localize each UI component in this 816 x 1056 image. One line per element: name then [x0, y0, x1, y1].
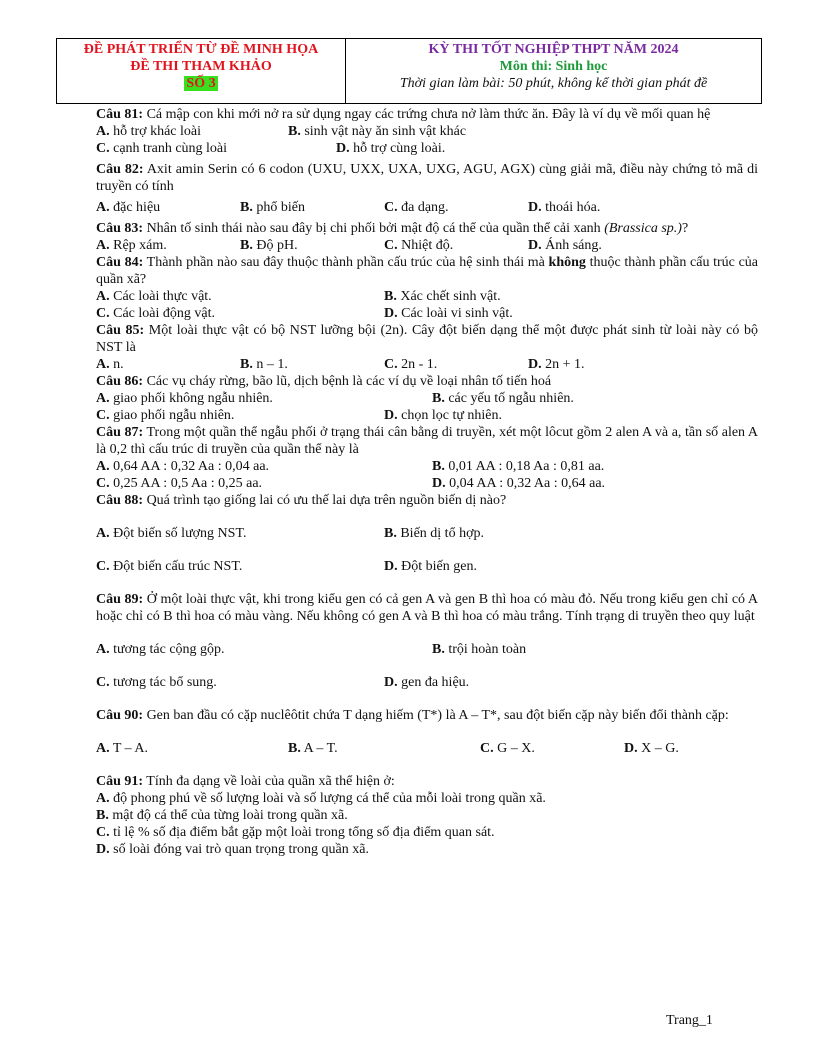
- option-row: [96, 140, 758, 157]
- question-number: Câu 91:: [96, 774, 144, 789]
- option-a: A. giao phối không ngẫu nhiên.: [96, 391, 273, 406]
- option-c: C. Đột biến cấu trúc NST.: [96, 559, 243, 574]
- exam-header: [56, 38, 762, 104]
- header-source: ĐỀ PHÁT TRIỂN TỪ ĐỀ MINH HỌA: [83, 42, 319, 57]
- header-type: ĐỀ THI THAM KHẢO: [130, 59, 272, 74]
- option-d: D. số loài đóng vai trò quan trọng trong quần xã.: [96, 842, 369, 857]
- option-row: [96, 790, 758, 807]
- question-number: Câu 89:: [96, 592, 144, 607]
- question-number: Câu 86:: [96, 374, 144, 389]
- option-c: C. Các loài động vật.: [96, 306, 215, 321]
- option-d: D. 0,04 AA : 0,32 Aa : 0,64 aa.: [432, 476, 606, 491]
- option-b: B. Độ pH.: [240, 238, 298, 253]
- option-d: D. 2n + 1.: [528, 357, 585, 372]
- question-85: [96, 322, 758, 373]
- option-c: C. tỉ lệ % số địa điểm bắt gặp một loài trong tổng số địa điểm quan sát.: [96, 825, 495, 840]
- question-text: Câu 83: Nhân tố sinh thái nào sau đây bị chi phối bởi mật độ cá thể của quần thể cải xanh (Brassica sp.)?: [96, 221, 689, 236]
- option-d: D. chọn lọc tự nhiên.: [384, 408, 503, 423]
- page-number: Trang_1: [666, 1013, 713, 1028]
- option-a: A. độ phong phú về số lượng loài và số lượng cá thể của mỗi loài trong quần xã.: [96, 791, 546, 806]
- question-90: [96, 707, 758, 757]
- option-row: [96, 123, 758, 140]
- option-d: D. X – G.: [624, 741, 679, 756]
- option-c: C. 0,25 AA : 0,5 Aa : 0,25 aa.: [96, 476, 263, 491]
- exam-subject: Môn thi: Sinh học: [499, 59, 608, 74]
- option-row: [96, 305, 758, 322]
- question-text: Câu 81: Cá mập con khi mới nở ra sử dụng ngay các trứng chưa nở làm thức ăn. Đây là ví dụ về mối quan hệ: [96, 107, 711, 122]
- option-c: C. tương tác bổ sung.: [96, 675, 217, 690]
- option-b: B. Biến dị tổ hợp.: [384, 526, 484, 541]
- option-b: B. mật độ cá thể của từng loài trong quần xã.: [96, 808, 348, 823]
- option-a: A. T – A.: [96, 741, 149, 756]
- question-91: [96, 773, 758, 858]
- question-number: Câu 83:: [96, 221, 144, 236]
- question-text: Câu 82: Axit amin Serin có 6 codon (UXU, UXX, UXA, UXG, AGU, AGX) cùng giải mã, điều này chứng tỏ mã di truyền có tính: [96, 162, 758, 194]
- question-84: [96, 254, 758, 322]
- option-b: B. phổ biến: [240, 200, 305, 215]
- option-a: A. 0,64 AA : 0,32 Aa : 0,04 aa.: [96, 459, 270, 474]
- header-left: [57, 39, 346, 103]
- option-d: D. thoái hóa.: [528, 200, 601, 215]
- question-number: Câu 81:: [96, 107, 144, 122]
- option-c: C. cạnh tranh cùng loài: [96, 141, 228, 156]
- exam-time: Thời gian làm bài: 50 phút, không kể thời gian phát đề: [399, 76, 708, 91]
- option-b: B. sinh vật này ăn sinh vật khác: [288, 124, 467, 139]
- question-text: Câu 86: Các vụ cháy rừng, bão lũ, dịch bệnh là các ví dụ về loại nhân tố tiến hoá: [96, 374, 552, 389]
- header-right: [346, 39, 761, 103]
- option-d: D. Đột biến gen.: [384, 559, 477, 574]
- question-number: Câu 87:: [96, 425, 144, 440]
- option-d: D. gen đa hiệu.: [384, 675, 470, 690]
- option-c: C. 2n - 1.: [384, 357, 438, 372]
- option-d: D. hỗ trợ cùng loài.: [336, 141, 446, 156]
- option-row: [96, 356, 758, 373]
- question-number: Câu 85:: [96, 323, 145, 338]
- question-number: Câu 84:: [96, 255, 144, 270]
- option-d: D. Ánh sáng.: [528, 238, 602, 253]
- option-b: B. các yếu tố ngẫu nhiên.: [432, 391, 574, 406]
- question-number: Câu 82:: [96, 162, 144, 177]
- option-a: A. hỗ trợ khác loài: [96, 124, 202, 139]
- question-88: [96, 492, 758, 575]
- option-a: A. n.: [96, 357, 124, 372]
- option-row: [96, 475, 758, 492]
- option-row: [96, 558, 758, 575]
- option-c: C. Nhiệt độ.: [384, 238, 454, 253]
- question-text: Câu 89: Ở một loài thực vật, khi trong kiểu gen có cả gen A và gen B thì hoa có màu đỏ. Nếu trong kiểu gen chỉ có A hoặc chỉ có B thì hoa có màu vàng. Nếu không có gen A và B thì hoa có màu trắng. Tính trạng di truyền theo quy luật: [96, 592, 758, 624]
- option-row: [96, 807, 758, 824]
- option-c: C. giao phối ngẫu nhiên.: [96, 408, 235, 423]
- option-c: C. G – X.: [480, 741, 535, 756]
- option-row: [96, 641, 758, 658]
- option-a: A. Các loài thực vật.: [96, 289, 212, 304]
- option-row: [96, 740, 758, 757]
- question-86: [96, 373, 758, 424]
- question-89: [96, 591, 758, 691]
- option-a: A. đặc hiệu: [96, 200, 161, 215]
- exam-number: SỐ 3: [186, 76, 216, 91]
- question-text: Câu 90: Gen ban đầu có cặp nuclêôtit chứa T dạng hiếm (T*) là A – T*, sau đột biến cặp này biến đổi thành cặp:: [96, 708, 729, 723]
- option-d: D. Các loài vi sinh vật.: [384, 306, 513, 321]
- option-row: [96, 288, 758, 305]
- question-text: Câu 84: Thành phần nào sau đây thuộc thành phần cấu trúc của hệ sinh thái mà không thuộc thành phần cấu trúc của quần xã?: [96, 255, 758, 287]
- option-b: B. trội hoàn toàn: [432, 642, 527, 657]
- option-a: A. tương tác cộng gộp.: [96, 642, 225, 657]
- option-row: [96, 458, 758, 475]
- option-b: B. n – 1.: [240, 357, 288, 372]
- option-row: [96, 407, 758, 424]
- question-text: Câu 87: Trong một quần thể ngẫu phối ở trạng thái cân bằng di truyền, xét một lôcut gồm 2 alen A và a, tần số alen A là 0,2 thì cấu trúc di truyền của quần thể này là: [96, 425, 758, 457]
- question-82: [96, 161, 758, 216]
- question-number: Câu 90:: [96, 708, 144, 723]
- question-81: [96, 106, 758, 157]
- question-text: Câu 88: Quá trình tạo giống lai có ưu thế lai dựa trên nguồn biến dị nào?: [96, 493, 507, 508]
- question-number: Câu 88:: [96, 493, 144, 508]
- question-text: Câu 85: Một loài thực vật có bộ NST lưỡng bội (2n). Cây đột biến dạng thể một được phát sinh từ loài này có bộ NST là: [96, 323, 758, 355]
- exam-title: KỲ THI TỐT NGHIỆP THPT NĂM 2024: [428, 42, 679, 57]
- option-b: B. A – T.: [288, 741, 338, 756]
- option-row: [96, 199, 758, 216]
- option-b: B. 0,01 AA : 0,18 Aa : 0,81 aa.: [432, 459, 605, 474]
- option-row: [96, 824, 758, 841]
- option-a: A. Rệp xám.: [96, 238, 167, 253]
- question-list: [96, 106, 758, 858]
- option-row: [96, 525, 758, 542]
- question-83: [96, 220, 758, 254]
- option-b: B. Xác chết sinh vật.: [384, 289, 501, 304]
- option-row: [96, 674, 758, 691]
- option-row: [96, 237, 758, 254]
- question-text: Câu 91: Tính đa dạng về loài của quần xã thể hiện ở:: [96, 774, 395, 789]
- option-row: [96, 390, 758, 407]
- option-row: [96, 841, 758, 858]
- question-87: [96, 424, 758, 492]
- option-a: A. Đột biến số lượng NST.: [96, 526, 247, 541]
- option-c: C. đa dạng.: [384, 200, 449, 215]
